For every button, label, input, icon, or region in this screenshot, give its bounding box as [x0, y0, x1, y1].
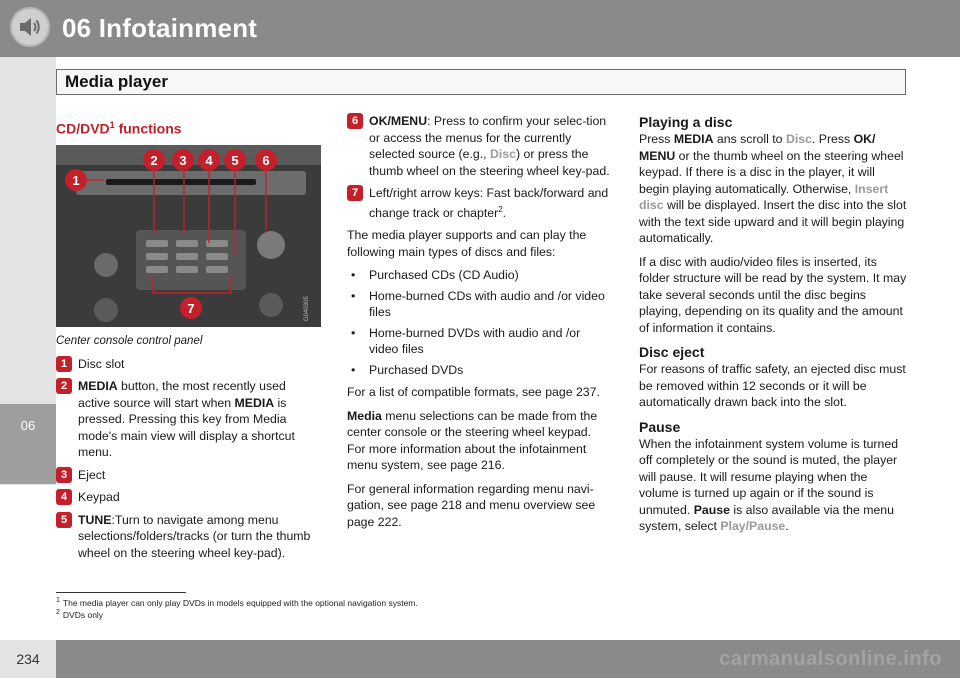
side-tab-marker — [0, 404, 56, 484]
general-text: For general information regarding menu navi-gation, see page 218 and menu overview see page 222. — [347, 481, 596, 529]
folder-structure-text: If a disc with audio/video files is inserted, its folder structure will be read by the system. It may take several seconds until the disc begins playing, depending on its quality and the amount of information it contains. — [639, 254, 907, 335]
callout-6: 6 — [262, 153, 270, 169]
supported-intro: The media player supports and can play the following main types of discs and files: — [347, 228, 587, 259]
section-title: Media player — [65, 72, 168, 91]
formats-text: For a list of compatible formats, see page 237. — [347, 385, 600, 400]
pause-heading: Pause — [639, 418, 681, 435]
number-badge: 6 — [347, 113, 363, 129]
number-badge: 2 — [56, 378, 72, 394]
page-number: 234 — [0, 640, 56, 678]
media-text: Media menu selections can be made from the center console or the steering wheel keypad. For more information about the infotainment menu system, see page 216. — [347, 408, 598, 473]
footnote: $^2$ DVDs only — [56, 609, 104, 621]
callout-3: 3 — [179, 153, 187, 169]
list-item: 1 Disc slot — [56, 356, 311, 373]
callout-1: 1 — [72, 173, 80, 189]
side-tab-number: 06 — [20, 418, 36, 433]
number-badge: 3 — [56, 467, 72, 483]
disc-eject-heading: Disc eject — [639, 344, 705, 360]
chapter-title: 06 Infotainment — [62, 13, 258, 43]
number-badge: 1 — [56, 356, 72, 372]
callout-2: 2 — [150, 153, 158, 169]
footnotes — [56, 596, 418, 621]
chapter-header — [0, 0, 960, 57]
playing-disc-text: Press MEDIA ans scroll to Disc. Press OK/ MENU or the thumb wheel on the steering wheel keypad. If there is a disc in the player, it will begin playing automatically. Otherwise, Insert disc will be displayed. Insert the disc into the slot with the text side upward and it will begin playing automatically. — [639, 132, 907, 245]
watermark: carmanualsonline.info — [719, 648, 942, 670]
list-item: 5 TUNE:Turn to navigate among menu selections/folders/tracks (or turn the thumb wheel on the steering wheel key-pad). — [56, 512, 311, 562]
number-badge: 7 — [347, 185, 363, 201]
pause-text: When the infotainment system volume is turned off completely or the sound is muted, the player will pause. It will resume playing when the volume is turned up again or if the sound is unmuted. Pause is also available via the menu system, select Play/Pause. — [639, 436, 899, 533]
number-badge: 5 — [56, 512, 72, 528]
list-item: 6 OK/MENU: Press to confirm your selec-tion or access the menus for the currently selected source (e.g., Disc) or press the thumb wheel on the steering wheel key-pad. — [347, 113, 612, 179]
number-badge: 4 — [56, 489, 72, 505]
list-item: 4 Keypad — [56, 489, 311, 506]
bullet-item: • Purchased DVDs — [347, 362, 612, 379]
list-item: 3 Eject — [56, 467, 311, 484]
callout-4: 4 — [205, 153, 213, 169]
footnote: $^1$ The media player can only play DVDs in models equipped with the optional navigation system. — [56, 597, 418, 608]
bullet-item: • Home-burned CDs with audio and /or video files — [347, 288, 612, 321]
column-2 — [347, 113, 612, 537]
console-figure — [56, 145, 321, 327]
column-3 — [639, 113, 907, 542]
list-item: 2 MEDIA button, the most recently used active source will start when MEDIA is pressed. Pressing this key from Media mode's main view will display a shortcut menu. — [56, 378, 311, 461]
playing-disc-heading: Playing a disc — [639, 114, 733, 130]
bullet-item: • Purchased CDs (CD Audio) — [347, 267, 612, 284]
center-console-illustration — [56, 145, 321, 327]
speaker-icon — [10, 7, 50, 47]
disc-types-list — [347, 267, 612, 378]
list-item: 7 Left/right arrow keys: Fast back/forward and change track or chapter$^2$. — [347, 185, 612, 221]
section-bar — [56, 69, 906, 95]
figure-code: G040305 — [304, 296, 310, 322]
column-1 — [56, 113, 311, 567]
callout-7: 7 — [187, 301, 195, 317]
bullet-item: • Home-burned DVDs with audio and /or video files — [347, 325, 612, 358]
disc-eject-text: For reasons of traffic safety, an ejected disc must be removed within 12 seconds or it will be automatically drawn back into the slot. — [639, 362, 906, 409]
functions-heading: CD/DVD$^1$ functions — [56, 120, 182, 137]
figure-caption: Center console control panel — [56, 335, 203, 348]
callout-5: 5 — [231, 153, 239, 169]
footnote-divider — [56, 592, 186, 593]
